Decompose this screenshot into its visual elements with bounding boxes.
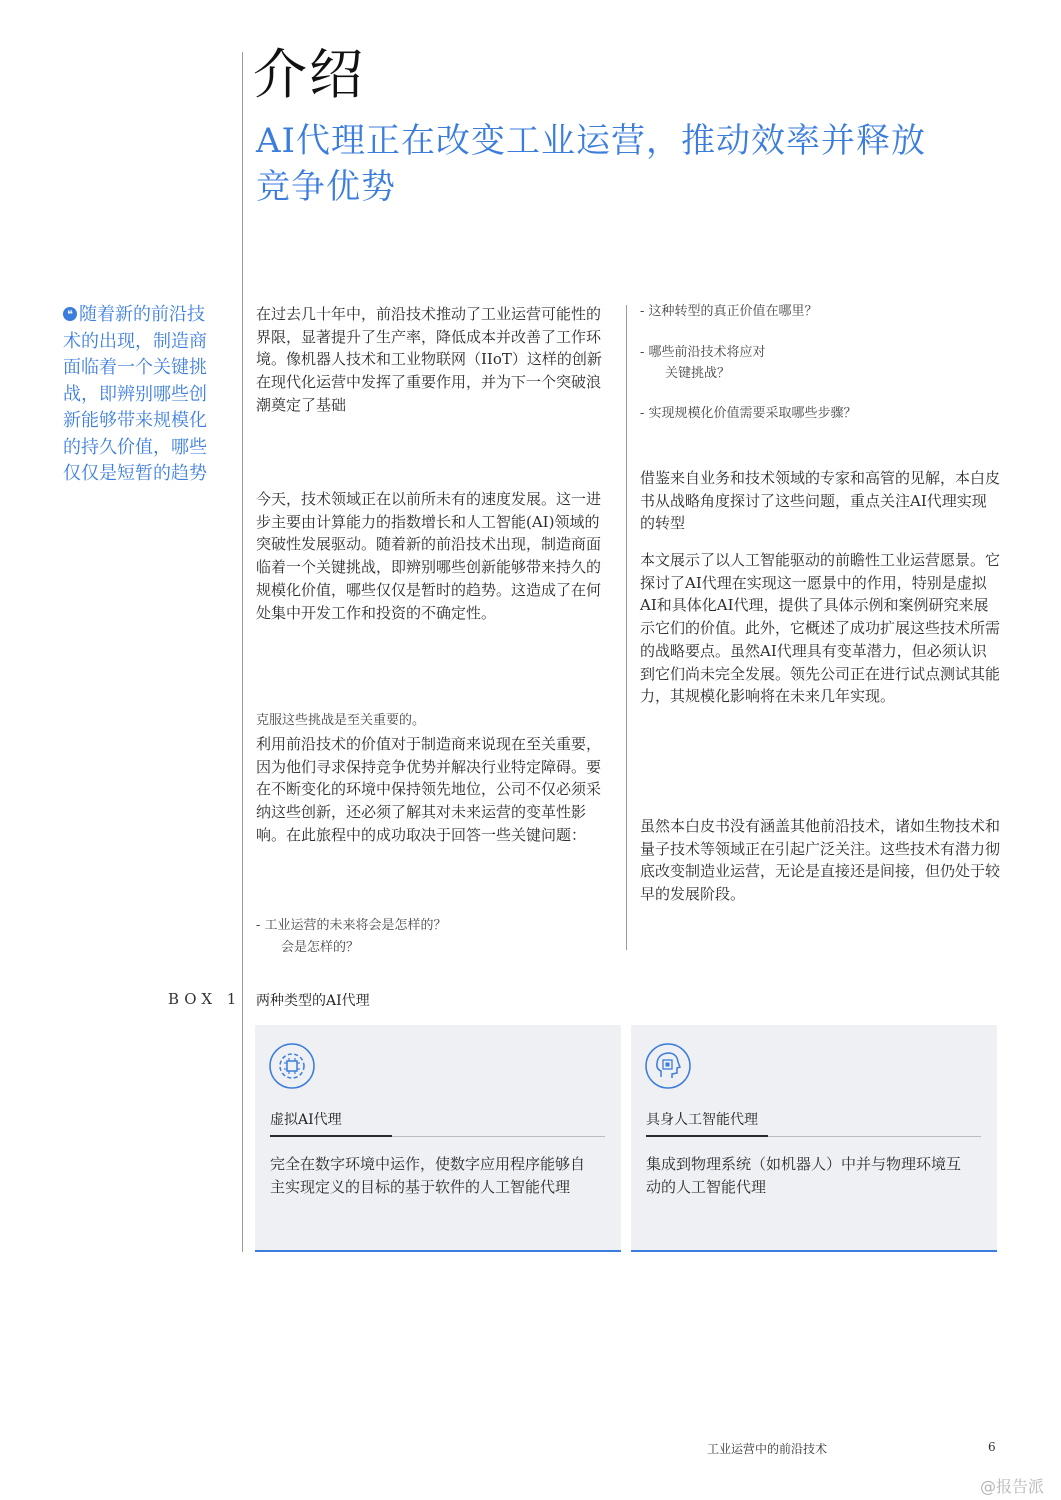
watermark: @报告派 (980, 1477, 1045, 1496)
column-divider-line (626, 305, 627, 950)
card-virtual-ai-agent (255, 1025, 621, 1252)
left-paragraph-3: 利用前沿技术的价值对于制造商来说现在至关重要，因为他们寻求保持竞争优势并解决行业特定障碍。要在不断变化的环境中保持领先地位，公司不仅必须采纳这些创新，还必须了解其对未来运营的变革性影响。在此旅程中的成功取决于回答一些关键问题： (256, 735, 602, 844)
footer-doc-title: 工业运营中的前沿技术 (707, 1442, 828, 1456)
pull-quote-text: 随着新的前沿技术的出现，制造商面临着一个关键挑战，即辨别哪些创新能够带来规模化的持久价值，哪些仅仅是短暂的趋势 (63, 304, 207, 484)
page-title: 介绍 (253, 43, 365, 106)
card-embodied-ai-agent (631, 1025, 997, 1252)
question-1: - 工业运营的未来将会是怎样的？ (256, 918, 447, 933)
box-label: BOX 1 (168, 990, 242, 1008)
right-paragraph-2: 本文展示了以人工智能驱动的前瞻性工业运营愿景。它探讨了AI代理在实现这一愿景中的作用，特别是虚拟AI和具体化AI代理，提供了具体示例和案例研究来展示它们的价值。此外，它概述了成功扩展这些技术所需的战略要点。虽然AI代理具有变革潜力，但必须认识到它们尚未完全发展。领先公司正在进行试点测试其能力，其规模化影响将在未来几年实现。 (640, 551, 1001, 706)
question-1-continued: 会是怎样的？ (281, 940, 360, 955)
card-description: 集成到物理系统（如机器人）中并与物理环境互动的人工智能代理 (646, 1155, 962, 1196)
question-4: - 实现规模化价值需要采取哪些步骤？ (640, 406, 857, 421)
page-number: 6 (988, 1440, 996, 1454)
pull-quote (63, 302, 221, 488)
right-paragraph-3: 虽然本白皮书没有涵盖其他前沿技术，诸如生物技术和量子技术等领域正在引起广泛关注。这些技术有潜力彻底改变制造业运营，无论是直接还是间接，但仍处于较早的发展阶段。 (640, 817, 1001, 904)
gear-chip-icon (269, 1043, 315, 1089)
quote-icon: ❝ (63, 307, 77, 321)
left-paragraph-3-lead: 克服这些挑战是至关重要的。 (256, 713, 426, 728)
card-title: 具身人工智能代理 (646, 1112, 758, 1128)
robot-head-icon (645, 1043, 691, 1089)
left-paragraph-1: 在过去几十年中，前沿技术推动了工业运营可能性的界限，显著提升了生产率，降低成本并改善了工作环境。像机器人技术和工业物联网（IIoT）这样的创新在现代化运营中发挥了重要作用，并为下一个突破浪潮奠定了基础 (256, 305, 602, 414)
question-3-continued: 关键挑战？ (665, 366, 731, 381)
left-paragraph-2: 今天，技术领域正在以前所未有的速度发展。这一进步主要由计算能力的指数增长和人工智能(AI)领域的突破性发展驱动。随着新的前沿技术出现，制造商面临着一个关键挑战，即辨别哪些创新能够带来持久的规模化价值，哪些仅仅是暂时的趋势。这造成了在何处集中开发工作和投资的不确定性。 (256, 490, 602, 622)
card-description: 完全在数字环境中运作，使数字应用程序能够自主实现定义的目标的基于软件的人工智能代理 (270, 1155, 586, 1196)
box-title: 两种类型的AI代理 (256, 993, 370, 1009)
page-subtitle: AI代理正在改变工业运营，推动效率并释放竞争优势 (256, 121, 926, 207)
card-title: 虚拟AI代理 (270, 1112, 342, 1128)
question-3: - 哪些前沿技术将应对 (640, 345, 766, 360)
header-divider-line (242, 52, 243, 1252)
card-divider-accent (270, 1135, 392, 1137)
question-2: - 这种转型的真正价值在哪里？ (640, 304, 818, 319)
card-divider-accent (646, 1135, 768, 1137)
right-paragraph-1: 借鉴来自业务和技术领域的专家和高管的见解，本白皮书从战略角度探讨了这些问题，重点关注AI代理实现的转型 (640, 469, 1001, 533)
